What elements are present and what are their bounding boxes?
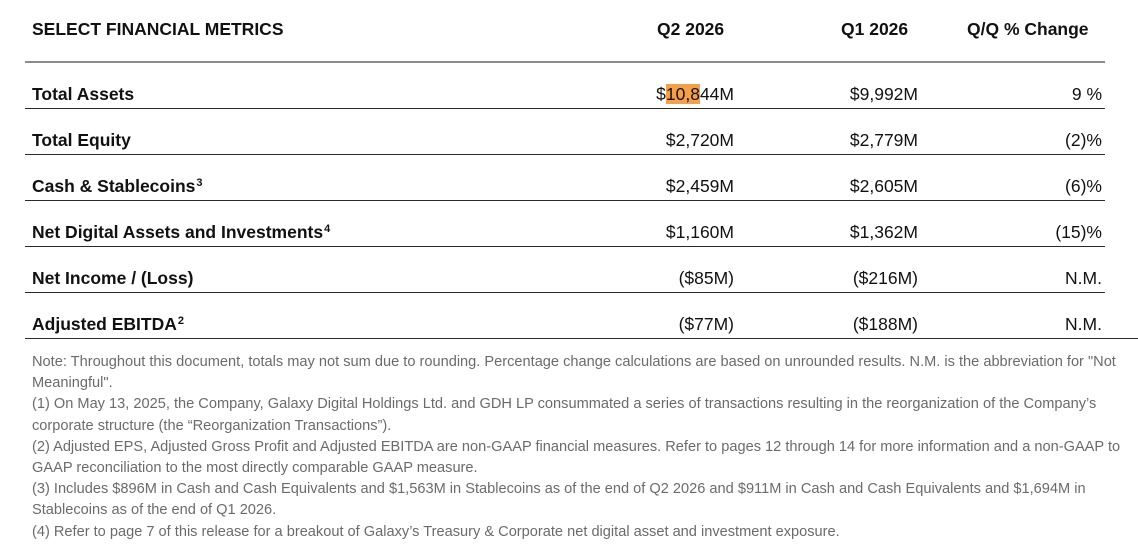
cell-q2-prefix: $ [656, 84, 666, 104]
row-label-text: Net Income / (Loss) [32, 268, 194, 288]
cell-q1: ($216M) [852, 268, 918, 288]
cell-q1: $1,362M [849, 222, 918, 242]
row-label [32, 83, 134, 105]
footnote-2: (2) Adjusted EPS, Adjusted Gross Profit and Adjusted EBITDA are non-GAAP financial measures. Refer to pages 12 through 14 for more information and a non-GAAP to GAAP reconciliation to the most directly comparable GAAP measure. [32, 438, 1121, 477]
cell-q2: $2,459M [665, 176, 734, 196]
row-label-text: Total Assets [32, 84, 135, 104]
row-label [32, 221, 330, 243]
footnote-marker: 2 [177, 315, 184, 327]
row-label-text: Total Equity [32, 130, 131, 150]
cell-change: N.M. [1065, 268, 1102, 288]
cell-q2: $2,720M [665, 130, 734, 150]
cell-change: N.M. [1065, 314, 1102, 334]
table-header [0, 0, 1138, 62]
row-label [32, 313, 184, 335]
table-row-cash-stablecoins [0, 155, 1138, 201]
footnote-1: (1) On May 13, 2025, the Company, Galaxy Digital Holdings Ltd. and GDH LP consummated a series of transactions resulting in the reorganization of the Company’s corporate structure (the “Reorganization Transactions”). [32, 396, 1097, 434]
footnote-note: Note: Throughout this document, totals may not sum due to rounding. Percentage change calculations are based on unrounded results. N.M. is the abbreviation for "Not Meaningful". [32, 354, 1116, 392]
cell-q2-suffix: 44M [699, 84, 734, 104]
table-bottom-divider [25, 338, 1138, 339]
footnotes [32, 352, 1132, 543]
table-row-net-digital-assets [0, 201, 1138, 247]
footnote-marker: 4 [324, 223, 331, 235]
column-header-q1-2026: Q1 2026 [841, 19, 909, 39]
cell-change: (2)% [1065, 130, 1102, 150]
row-label-text: Net Digital Assets and Investments [32, 222, 324, 242]
cell-q1: ($188M) [852, 314, 918, 334]
column-header-qq-change: Q/Q % Change [967, 19, 1089, 39]
cell-q2: $1,160M [665, 222, 734, 242]
footnote-4: (4) Refer to page 7 of this release for a breakout of Galaxy’s Treasury & Corporate net digital asset and investment exposure. [32, 523, 840, 540]
cell-q2: ($85M) [678, 268, 734, 288]
footnote-marker: 3 [196, 177, 203, 189]
table-row-adjusted-ebitda [0, 293, 1138, 339]
cell-change: (15)% [1055, 222, 1102, 242]
cell-q1: $2,779M [849, 130, 918, 150]
cell-change: (6)% [1065, 176, 1102, 196]
table-row-net-income [0, 247, 1138, 293]
cell-change: 9 % [1071, 84, 1102, 104]
row-label-text: Cash & Stablecoins [32, 176, 196, 196]
row-label-text: Adjusted EBITDA [32, 314, 177, 334]
table-row-total-equity [0, 109, 1138, 155]
cell-q2: ($77M) [678, 314, 734, 334]
footnote-3: (3) Includes $896M in Cash and Cash Equivalents and $1,563M in Stablecoins as of the end of Q2 2026 and $911M in Cash and Cash Equivalents and $1,694M in Stablecoins as of the end of Q1 2026. [32, 481, 1086, 519]
cell-q1: $9,992M [849, 84, 918, 104]
row-label [32, 267, 193, 289]
table-row-total-assets [0, 63, 1138, 109]
cell-q1: $2,605M [849, 176, 918, 196]
table-title: SELECT FINANCIAL METRICS [32, 19, 284, 39]
column-header-q2-2026: Q2 2026 [657, 19, 725, 39]
row-label [32, 175, 203, 197]
text-highlight: 10,8 [665, 84, 700, 104]
cell-q2 [656, 83, 734, 105]
row-label [32, 129, 131, 151]
